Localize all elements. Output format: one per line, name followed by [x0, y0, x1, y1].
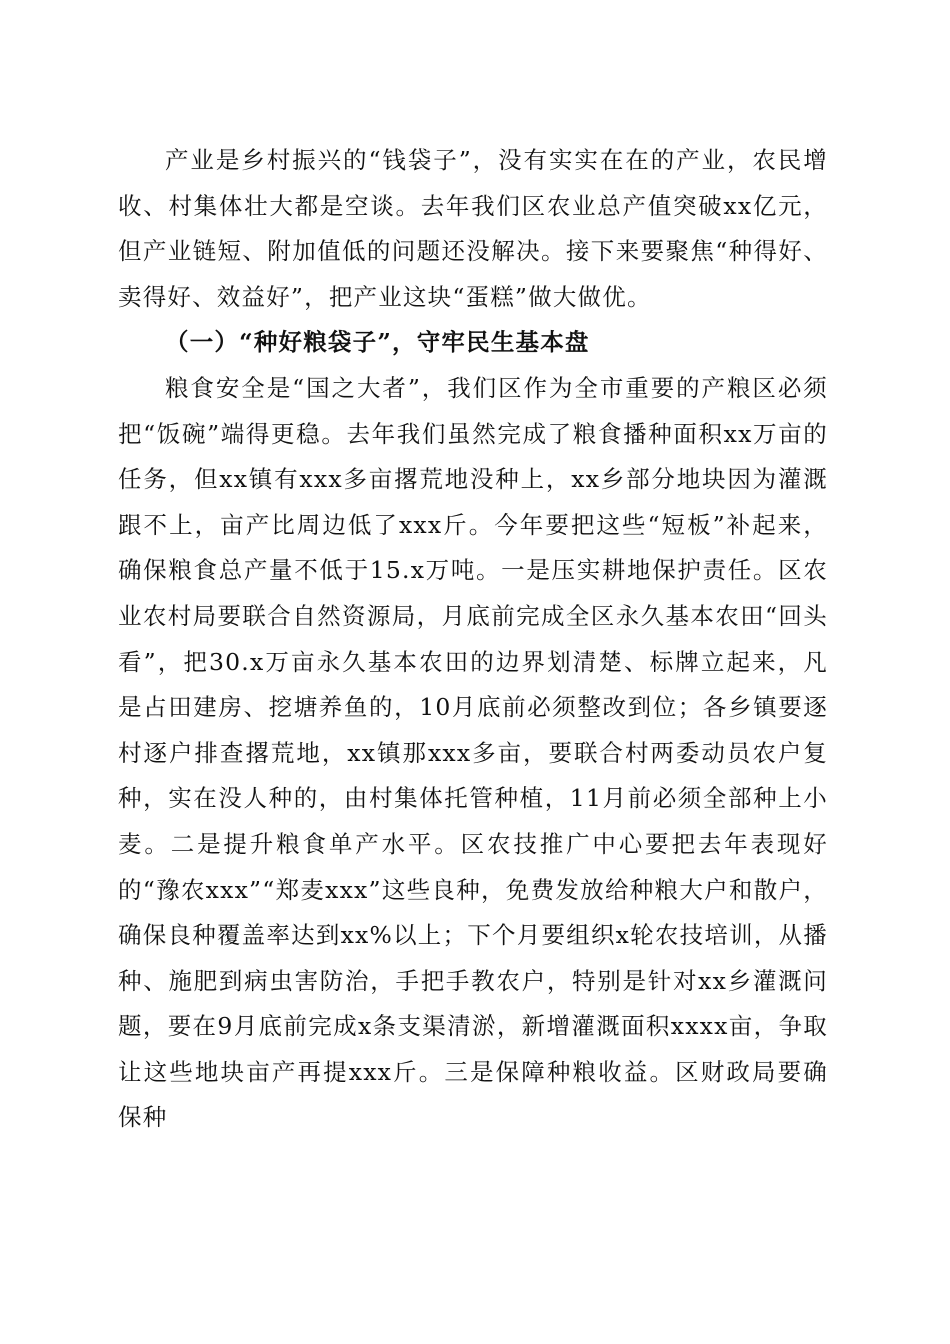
section-heading: （一）“种好粮袋子”，守牢民生基本盘 [165, 328, 590, 357]
intro-paragraph: 产业是乡村振兴的“钱袋子”，没有实实在在的产业，农民增收、村集体壮大都是空谈。去年我们区农业总产值突破xx亿元，但产业链短、附加值低的问题还没解决。接下来要聚焦“种得好、卖得好、效益好”，把产业这块“蛋糕”做大做优。 [118, 146, 828, 311]
document-body [118, 138, 828, 1141]
body-paragraph: 粮食安全是“国之大者”，我们区作为全市重要的产粮区必须把“饭碗”端得更稳。去年我们虽然完成了粮食播种面积xx万亩的任务，但xx镇有xxx多亩撂荒地没种上，xx乡部分地块因为灌溉跟不上，亩产比周边低了xxx斤。今年要把这些“短板”补起来，确保粮食总产量不低于15.x万吨。一是压实耕地保护责任。区农业农村局要联合自然资源局，月底前完成全区永久基本农田“回头看”，把30.x万亩永久基本农田的边界划清楚、标牌立起来，凡是占田建房、挖塘养鱼的，10月底前必须整改到位；各乡镇要逐村逐户排查撂荒地，xx镇那xxx多亩，要联合村两委动员农户复种，实在没人种的，由村集体托管种植，11月前必须全部种上小麦。二是提升粮食单产水平。区农技推广中心要把去年表现好的“豫农xxx”“郑麦xxx”这些良种，免费发放给种粮大户和散户，确保良种覆盖率达到xx%以上；下个月要组织x轮农技培训，从播种、施肥到病虫害防治，手把手教农户，特别是针对xx乡灌溉问题，要在9月底前完成x条支渠清淤，新增灌溉面积xxxx亩，争取让这些地块亩产再提xxx斤。三是保障种粮收益。区财政局要确保种 [118, 373, 828, 1132]
